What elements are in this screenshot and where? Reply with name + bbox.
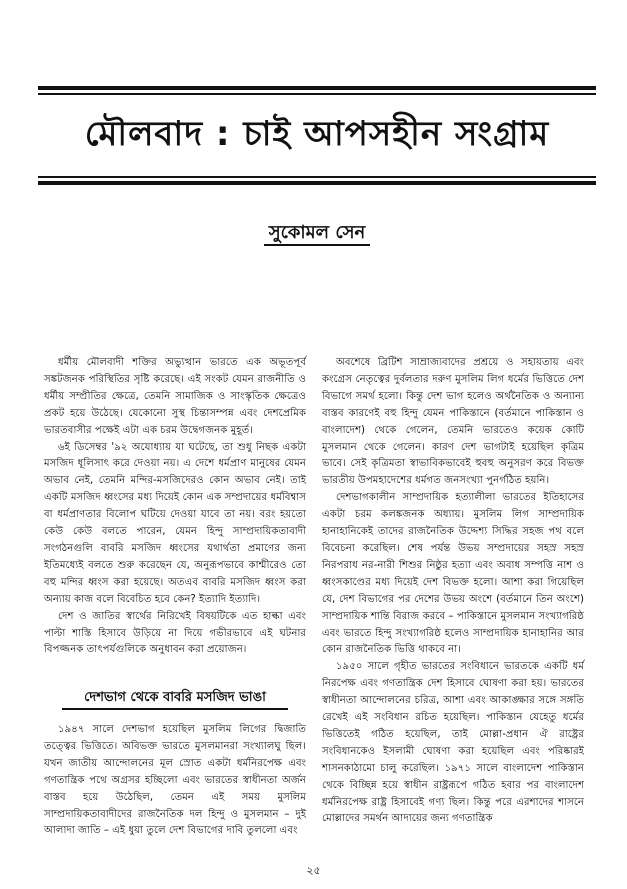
- title-rule-thick: [38, 181, 596, 185]
- title-rule-thin: [38, 176, 596, 178]
- right-column: [322, 355, 584, 828]
- author-name: সুকোমল সেন: [268, 222, 366, 243]
- paragraph: ধর্মীয় মৌলবাদী শক্তির অভ্যুত্থান ভারতে এক অভূতপূর্ব সঙ্কটজনক পরিস্থিতির সৃষ্টি করেছে। এই সংকট যেমন রাজনীতি ও ধর্মীয় সম্প্রীতির ক্ষেত্রে, তেমনি সামাজিক ও সাংস্কৃতিক ক্ষেত্রেও প্রকট হয়ে উঠেছে। যেকোনো সুস্থ চিন্তাসম্পন্ন এবং দেশপ্রেমিক ভারতবাসীর পক্ষেই এটা এক চরম উদ্বেগজনক মুহূর্ত।: [44, 357, 306, 436]
- paragraph: অবশেষে ব্রিটিশ সাম্রাজ্যবাদের প্রশ্রয়ে ও সহায়তায় এবং কংগ্রেস নেতৃত্বের দুর্বলতার দরুণ মুসলিম লিগ ধর্মের ভিত্তিতে দেশ বিভাগে সমর্থ হলো। কিন্তু দেশ ভাগ হলেও অর্থনৈতিক ও অন্যান্য বাস্তব কারণেই বহু হিন্দু যেমন পাকিস্তানে (বর্তমানে পাকিস্তান ও বাংলাদেশ) থেকে গেলেন, তেমনি ভারতেও কয়েক কোটি মুসলমান থেকে গেলেন। কারণ দেশ ভাগটাই হয়েছিল কৃত্রিম ভাবে। সেই কৃত্রিমতা স্বাভাবিকভাবেই হুবহু অনুসরণ করে বিভক্ত ভারতীয় উপমহাদেশের ধর্মগত জনসংখ্যা পুনর্গঠিত হয়নি।: [322, 357, 584, 487]
- top-rule-thin: [38, 93, 596, 95]
- left-column-continued: [44, 722, 306, 840]
- paragraph: ১৯৫০ সালে গৃহীত ভারতের সংবিধানে ভারতকে একটি ধর্ম নিরপেক্ষ এবং গণতান্ত্রিক দেশ হিসাবে ঘোষণা করা হয়। ভারতের স্বাধীনতা আন্দোলনের চরিত্র, আশা এবং আকাঙ্ক্ষার সঙ্গে সঙ্গতি রেখেই এই সংবিধান রচিত হয়েছিল। পাকিস্তান যেহেতু ধর্মের ভিত্তিতেই গঠিত হয়েছিল, তাই মোল্লা-প্রধান ঐ রাষ্ট্রের সংবিধানকেও ইসলামী ঘোষণা করা হয়েছিল এবং পরিষ্কারই শাসনকাঠামো চালু করেছিল। ১৯৭১ সালে বাংলাদেশ পাকিস্তান থেকে বিচ্ছিন্ন হয়ে স্বাধীন রাষ্ট্ররূপে গঠিত হবার পর বাংলাদেশ ধর্মনিরপেক্ষ রাষ্ট্র হিসাবেই গণ্য ছিল। কিন্তু পরে এরশাদের শাসনে মোল্লাদের সমর্থন আদায়ের জন্য গণতান্ত্রিক: [322, 661, 584, 825]
- author-underline: [264, 244, 370, 246]
- page-title: মৌলবাদ : চাই আপসহীন সংগ্রাম: [84, 114, 550, 154]
- paragraph: ১৯৪৭ সালে দেশভাগ হয়েছিল মুসলিম লিগের দ্বিজাতি তত্ত্বের ভিত্তিতে। অবিভক্ত ভারতে মুসলমানরা সংখ্যালঘু ছিল। যখন জাতীয় আন্দোলনের মূল স্রোত একটা ধর্মনিরপেক্ষ এবং গণতান্ত্রিক পথে অগ্রসর হচ্ছিলো এবং ভারতের স্বাধীনতা অর্জন বাস্তব হয়ে উঠেছিল, তেমন এই সময় মুসলিম সাম্প্রদায়িকতাবাদীদের রাজনৈতিক দল হিন্দু ও মুসলমান – দুই আলাদা জাতি – এই ধুয়া তুলে দেশ বিভাগের দাবি তুললো এবং: [44, 724, 306, 837]
- paragraph: দেশ ও জাতির স্বার্থের নিরিখেই বিষয়টিকে এত হাল্কা এবং পাল্টা শাস্তি হিসাবে উড়িয়ে না দিয়ে গভীরভাবে এই ঘটনার বিপজ্জনক তাৎপর্যগুলিকে অনুধাবন করা প্রয়োজন।: [44, 610, 306, 656]
- section-underline: [62, 708, 288, 710]
- paragraph: দেশভাগকালীন সাম্প্রদায়িক হত্যালীলা ভারতের ইতিহাসের একটা চরম কলঙ্কজনক অধ্যায়। মুসলিম লিগ সাম্প্রদায়িক হানাহানিকেই তাদের রাজনৈতিক উদ্দেশ্য সিদ্ধির সহজ পথ বলে বিবেচনা করেছিল। শেষ পর্যন্ত উভয় সম্প্রদায়ের সহস্র সহস্র নিরপরাধ নর-নারী শিশুর নিষ্ঠুর হত্যা এবং অবাধ সম্পত্তি নাশ ও ধ্বংসকাণ্ডের মধ্য দিয়েই দেশ বিভক্ত হলো। আশা করা গিয়েছিল যে, দেশ বিভাগের পর দেশের উভয় অংশে (বর্তমানে তিন অংশে) সাম্প্রদায়িক শান্তি বিরাজ করবে – পাকিস্তানে মুসলমান সংখ্যাগরিষ্ঠ এবং ভারতে হিন্দু সংখ্যাগরিষ্ঠ হলেও সাম্প্রদায়িক হানাহানির আর কোন রাজনৈতিক ভিত্তি থাকবে না।: [322, 492, 584, 656]
- section-heading: দেশভাগ থেকে বাবরি মসজিদ ভাঙা: [84, 690, 266, 705]
- page-number: ২৫: [306, 864, 321, 877]
- paragraph: ৬ই ডিসেম্বর '৯২ অযোধ্যায় যা ঘটেছে, তা শুধু নিছক একটা মসজিদ ধূলিসাৎ করে দেওয়া নয়। এ দেশে ধর্মপ্রাণ মানুষের যেমন অভাব নেই, তেমনি মন্দির-মসজিদেরও কোন অভাব নেই। তাই একটি মসজিদ ধ্বংসের মধ্য দিয়েই কোন এক সম্প্রদায়ের ধর্মবিশ্বাস বা ধর্মপ্রাণতার বিলোপ ঘটিয়ে দেওয়া যাবে তা নয়। বরং হয়তো কেউ কেউ বলতে পারেন, যেমন হিন্দু সাম্প্রদায়িকতাবাদী সংগঠনগুলি বাবরি মসজিদ ধ্বংসের যথার্থতা প্রমাণের জন্য ইতিমধ্যেই বলতে শুরু করেছেন যে, অনুরূপভাবে কাশ্মীরেও তো বহু মন্দির ধ্বংস করা হয়েছে। অতএব বাবরি মসজিদ ধ্বংস করা অন্যায় কাজ বলে বিবেচিত হবে কেন? ইত্যাদি ইত্যাদি।: [44, 441, 306, 605]
- left-column: [44, 355, 306, 659]
- top-rule-thick: [38, 86, 596, 90]
